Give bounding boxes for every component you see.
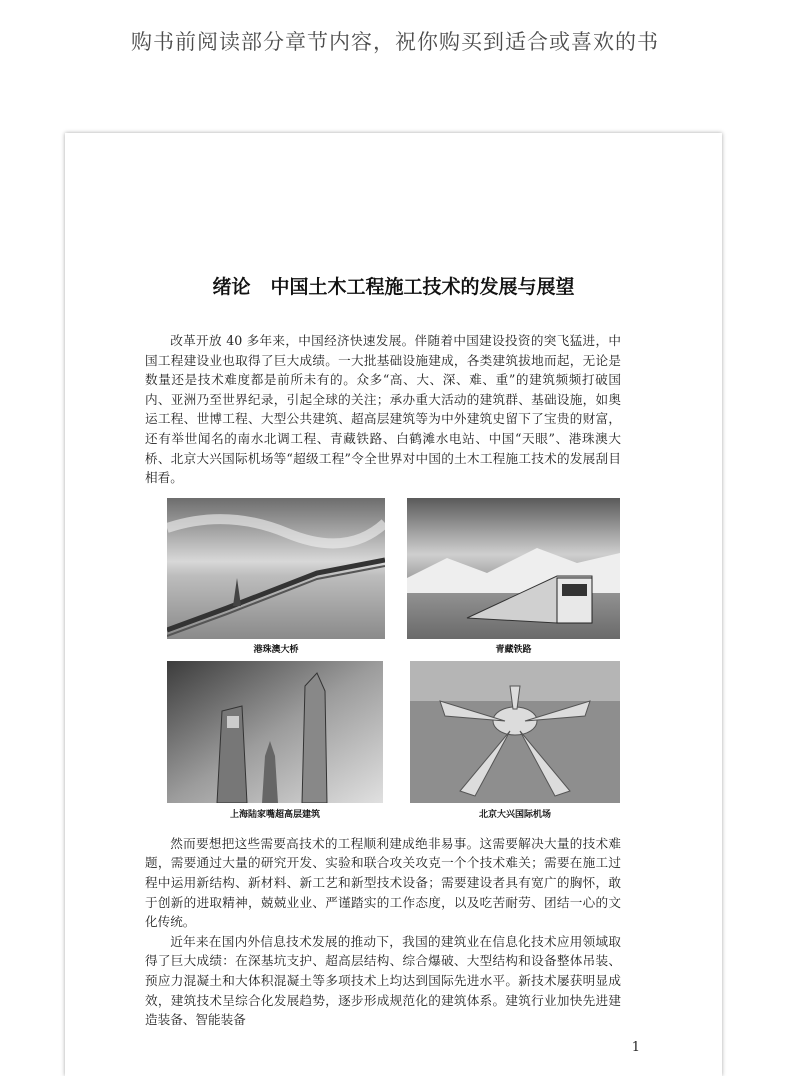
page-number: 1 bbox=[631, 1039, 640, 1055]
figure-caption: 港珠澳大桥 bbox=[253, 644, 299, 655]
chapter-label: 绪论 bbox=[212, 276, 251, 298]
figure-airport-photo bbox=[410, 661, 620, 803]
figure-caption: 北京大兴国际机场 bbox=[478, 809, 551, 820]
preview-banner: 购书前阅读部分章节内容，祝你购买到适合或喜欢的书 bbox=[131, 30, 659, 54]
chapter-heading bbox=[65, 275, 722, 299]
figure-caption: 青藏铁路 bbox=[495, 644, 532, 655]
paragraph-2: 然而要想把这些需要高技术的工程顺利建成绝非易事。这需要解决大量的技术难题，需要通过大量的研究开发、实验和联合攻关攻克一个个技术难关；需要在施工过程中运用新结构、新材料、新工艺和新型技术设备；需要建设者具有宽广的胸怀，敢于创新的进取精神，兢兢业业、严谨踏实的工作态度，以及吃苦耐劳、团结一心的文化传统。 bbox=[145, 835, 621, 930]
figure-skyscrapers-photo bbox=[167, 661, 383, 803]
figure-bridge-photo bbox=[167, 498, 385, 639]
chapter-title: 中国土木工程施工技术的发展与展望 bbox=[270, 276, 575, 298]
figure-caption: 上海陆家嘴超高层建筑 bbox=[229, 809, 320, 820]
paragraph-3: 近年来在国内外信息技术发展的推动下，我国的建筑业在信息化技术应用领域取得了巨大成绩：在深基坑支护、超高层结构、综合爆破、大型结构和设备整体吊装、预应力混凝土和大体积混凝土等多项技术上均达到国际先进水平。新技术屡获明显成效，建筑技术呈综合化发展趋势，逐步形成规范化的建筑体系。建筑行业加快先进建造装备、智能装备 bbox=[145, 933, 621, 1028]
page-content bbox=[145, 331, 640, 1056]
book-page bbox=[65, 133, 722, 1076]
figure-train-photo bbox=[407, 498, 620, 639]
figure-grid bbox=[145, 498, 621, 828]
paragraph-1: 改革开放 40 多年来，中国经济快速发展。伴随着中国建设投资的突飞猛进，中国工程建设业也取得了巨大成绩。一大批基础设施建成，各类建筑拔地而起，无论是数量还是技术难度都是前所未有的。众多“高、大、深、难、重”的建筑频频打破国内、亚洲乃至世界纪录，引起全球的关注；承办重大活动的建筑群、基础设施，如奥运工程、世博工程、大型公共建筑、超高层建筑等为中外建筑史留下了宝贵的财富，还有举世闻名的南水北调工程、青藏铁路、白鹤滩水电站、中国“天眼”、港珠澳大桥、北京大兴国际机场等“超级工程”令全世界对中国的土木工程施工技术的发展刮目相看。 bbox=[145, 333, 621, 486]
